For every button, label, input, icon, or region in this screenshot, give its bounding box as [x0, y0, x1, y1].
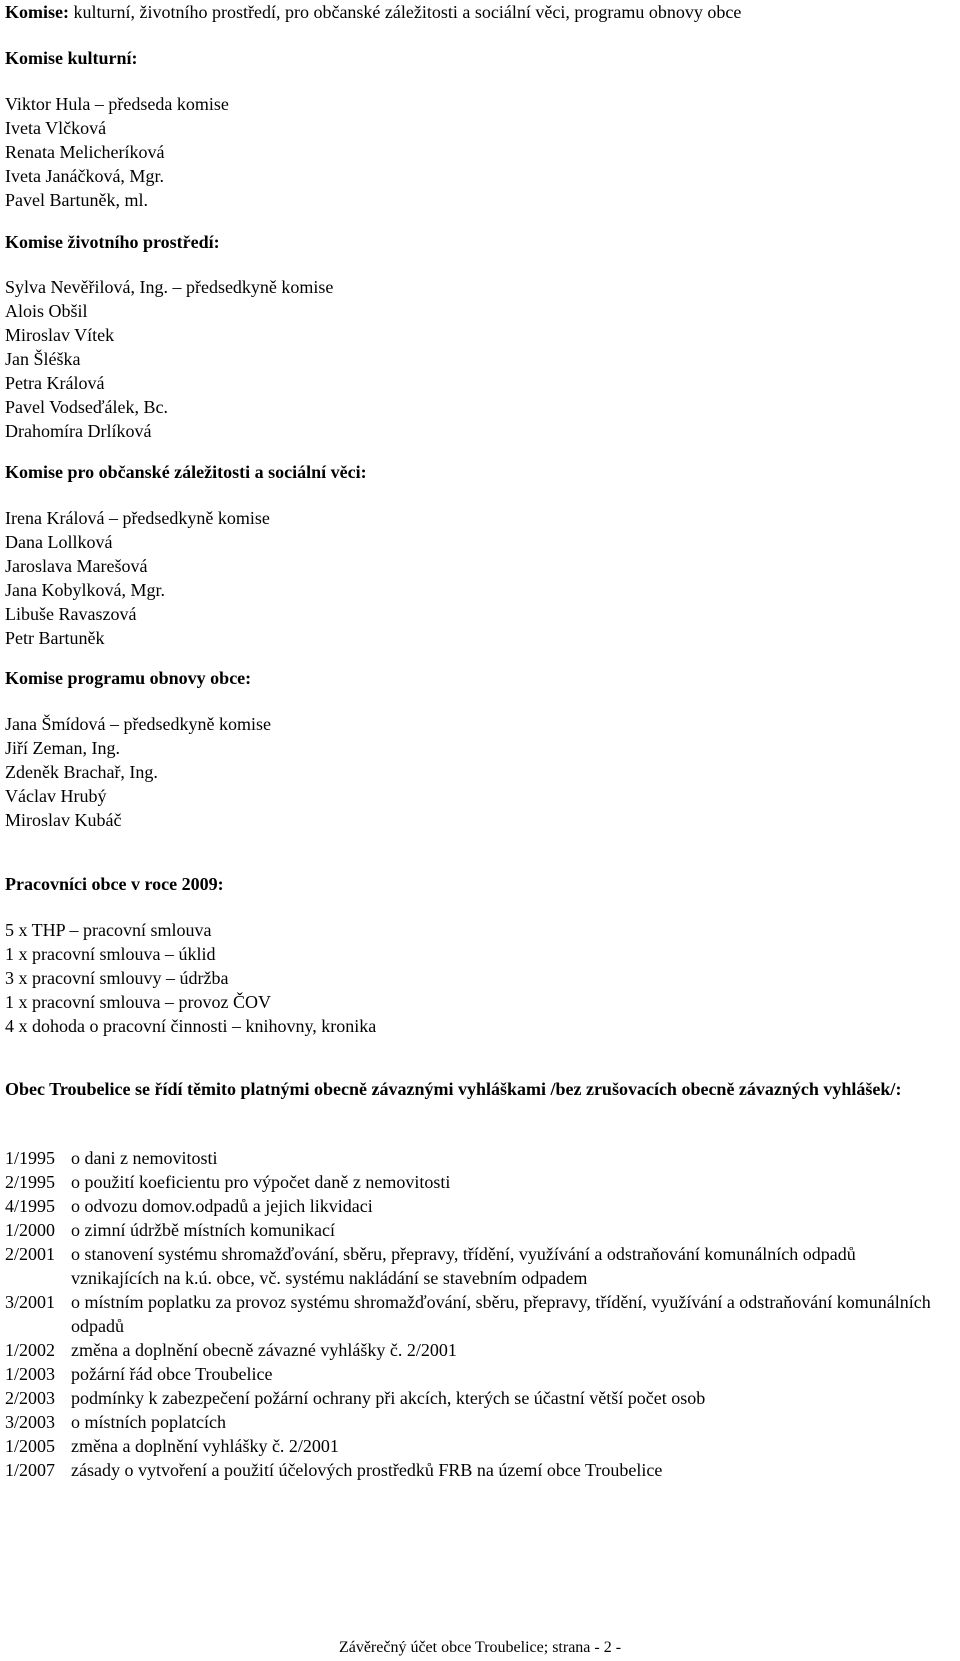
member: Sylva Nevěřilová, Ing. – předsedkyně komise: [5, 277, 334, 297]
ordinance-number: 1/2007: [5, 1460, 56, 1480]
ordinance-text: požární řád obce Troubelice: [71, 1364, 273, 1384]
member: Jiří Zeman, Ing.: [5, 738, 120, 758]
ordinance-row: [5, 1242, 945, 1290]
member: Irena Králová – předsedkyně komise: [5, 508, 270, 528]
member: Jana Šmídová – předsedkyně komise: [5, 714, 271, 734]
member: Pavel Vodseďálek, Bc.: [5, 397, 168, 417]
ordinance-number: 2/2003: [5, 1388, 56, 1408]
ordinance-row: [5, 1338, 945, 1362]
member: Jana Kobylková, Mgr.: [5, 580, 165, 600]
committee-members-renewal: [5, 712, 271, 832]
list-item: 1 x pracovní smlouva – úklid: [5, 944, 216, 964]
member: Dana Lollková: [5, 532, 113, 552]
ordinance-row: [5, 1170, 945, 1194]
member: Iveta Vlčková: [5, 118, 107, 138]
intro-label: Komise:: [5, 2, 69, 22]
ordinance-number: 1/2000: [5, 1220, 56, 1240]
member: Drahomíra Drlíková: [5, 421, 152, 441]
committee-members-civic: [5, 506, 270, 650]
ordinance-number: 1/1995: [5, 1148, 56, 1168]
ordinance-row: [5, 1146, 945, 1170]
ordinances-heading: Obec Troubelice se řídí těmito platnými obecně závaznými vyhláškami /bez zrušovacích obecně závazných vyhlášek/:: [5, 1079, 902, 1099]
ordinance-row: [5, 1410, 945, 1434]
ordinance-number: 1/2003: [5, 1364, 56, 1384]
ordinance-row: [5, 1434, 945, 1458]
ordinance-row: [5, 1290, 945, 1338]
ordinance-row: [5, 1218, 945, 1242]
ordinance-number: 4/1995: [5, 1196, 56, 1216]
ordinance-number: 1/2005: [5, 1436, 56, 1456]
member: Petra Králová: [5, 373, 105, 393]
ordinance-text: o stanovení systému shromažďování, sběru, přepravy, třídění, využívání a odstraňování komunálních odpadů vznikajících na k.ú. obce, vč. systému nakládání se stavebním odpadem: [71, 1244, 856, 1288]
member: Zdeněk Brachař, Ing.: [5, 762, 158, 782]
committee-heading-environment: Komise životního prostředí:: [5, 232, 220, 252]
member: Pavel Bartuněk, ml.: [5, 190, 148, 210]
ordinance-number: 2/2001: [5, 1244, 56, 1264]
ordinance-text: o zimní údržbě místních komunikací: [71, 1220, 335, 1240]
ordinances-list: [5, 1146, 945, 1482]
member: Jan Šléška: [5, 349, 81, 369]
workers-heading: Pracovníci obce v roce 2009:: [5, 874, 224, 894]
member: Petr Bartuněk: [5, 628, 105, 648]
list-item: 5 x THP – pracovní smlouva: [5, 920, 212, 940]
member: Miroslav Vítek: [5, 325, 115, 345]
ordinance-text: o odvozu domov.odpadů a jejich likvidaci: [71, 1196, 373, 1216]
member: Václav Hrubý: [5, 786, 107, 806]
ordinance-number: 3/2001: [5, 1292, 56, 1312]
ordinance-number: 1/2002: [5, 1340, 56, 1360]
member: Libuše Ravaszová: [5, 604, 137, 624]
list-item: 4 x dohoda o pracovní činnosti – knihovny, kronika: [5, 1016, 377, 1036]
committee-members-culture: [5, 92, 229, 212]
committee-heading-renewal: Komise programu obnovy obce:: [5, 668, 252, 688]
workers-list: [5, 918, 376, 1038]
page-footer: Závěrečný účet obce Troubelice; strana - 2 -: [338, 1639, 622, 1656]
intro-line: [5, 0, 741, 24]
ordinance-text: podmínky k zabezpečení požární ochrany při akcích, kterých se účastní větší počet osob: [71, 1388, 706, 1408]
list-item: 3 x pracovní smlouvy – údržba: [5, 968, 229, 988]
list-item: 1 x pracovní smlouva – provoz ČOV: [5, 992, 271, 1012]
member: Iveta Janáčková, Mgr.: [5, 166, 164, 186]
intro-text: kulturní, životního prostředí, pro občanské záležitosti a sociální věci, programu obnovy obce: [68, 2, 742, 22]
committee-heading-civic: Komise pro občanské záležitosti a sociální věci:: [5, 462, 367, 482]
ordinance-text: o místním poplatku za provoz systému shromažďování, sběru, přepravy, třídění, využívání a odstraňování komunálních odpadů: [71, 1292, 931, 1336]
member: Jaroslava Marešová: [5, 556, 148, 576]
ordinance-text: změna a doplnění obecně závazné vyhlášky č. 2/2001: [71, 1340, 457, 1360]
member: Miroslav Kubáč: [5, 810, 122, 830]
ordinance-text: zásady o vytvoření a použití účelových prostředků FRB na území obce Troubelice: [71, 1460, 663, 1480]
member: Viktor Hula – předseda komise: [5, 94, 229, 114]
ordinance-text: změna a doplnění vyhlášky č. 2/2001: [71, 1436, 339, 1456]
ordinance-row: [5, 1458, 945, 1482]
ordinance-row: [5, 1362, 945, 1386]
member: Alois Obšil: [5, 301, 88, 321]
ordinance-text: o místních poplatcích: [71, 1412, 226, 1432]
committee-members-environment: [5, 275, 333, 443]
member: Renata Melicheríková: [5, 142, 165, 162]
ordinance-text: o dani z nemovitosti: [71, 1148, 218, 1168]
ordinance-row: [5, 1194, 945, 1218]
ordinance-number: 3/2003: [5, 1412, 56, 1432]
committee-heading-culture: Komise kulturní:: [5, 48, 138, 68]
ordinance-number: 2/1995: [5, 1172, 56, 1192]
ordinance-row: [5, 1386, 945, 1410]
ordinance-text: o použití koeficientu pro výpočet daně z nemovitosti: [71, 1172, 451, 1192]
